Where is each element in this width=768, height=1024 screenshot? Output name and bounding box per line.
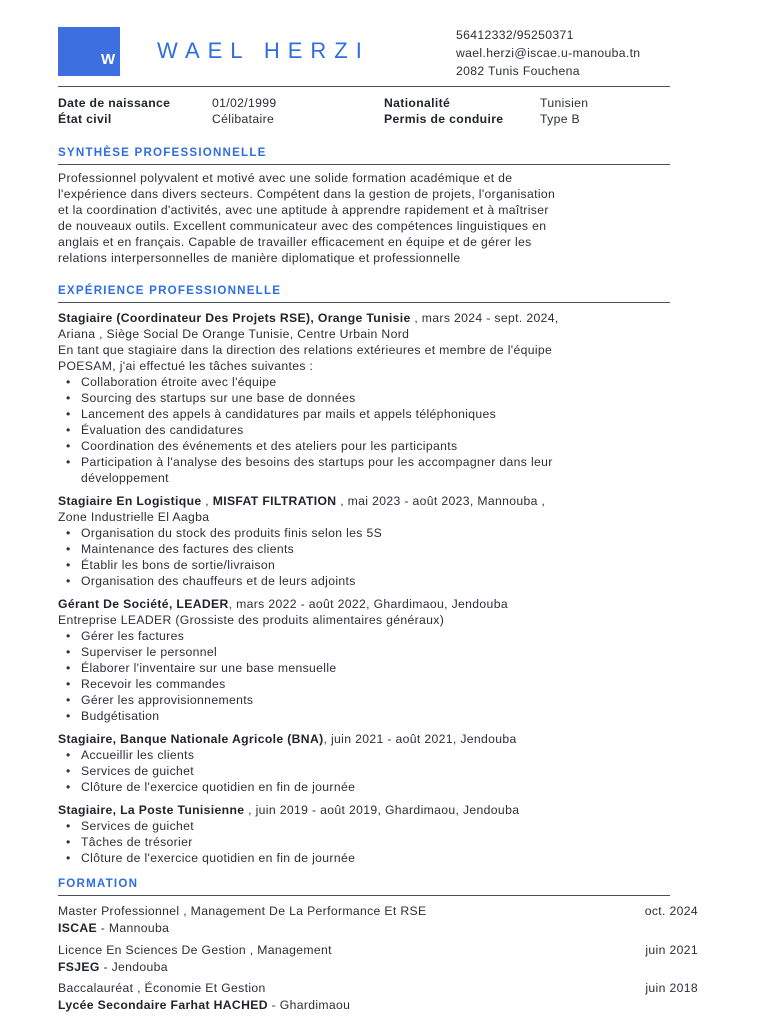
candidate-name: WAEL HERZI bbox=[157, 38, 370, 63]
job-role: Stagiaire bbox=[58, 732, 113, 746]
experience-title: EXPÉRIENCE PROFESSIONNELLE bbox=[58, 284, 282, 297]
job-detail-line: Ariana , Siège Social De Orange Tunisie, Centre Urbain Nord bbox=[58, 327, 410, 341]
experience-heading bbox=[58, 493, 678, 509]
degree: Master Professionnel , Management De La Performance Et RSE bbox=[58, 904, 427, 918]
job-role: Gérant De Société bbox=[58, 597, 169, 611]
summary-line: l'expérience dans divers secteurs. Compétent dans la gestion de projets, l'organisation bbox=[58, 187, 556, 201]
task-item: • Accueillir les clients bbox=[58, 747, 678, 763]
separator: , bbox=[168, 597, 177, 611]
company: Orange Tunisie bbox=[317, 311, 411, 325]
task-list bbox=[58, 818, 678, 866]
task-item: • Services de guichet bbox=[58, 818, 678, 834]
company: La Poste Tunisienne bbox=[120, 803, 245, 817]
school-line bbox=[58, 959, 698, 976]
task-item: • Participation à l'analyse des besoins des startups pour les accompagner dans leur développement bbox=[58, 454, 678, 486]
job-details: , juin 2019 - août 2019, Ghardimaou, Jendouba bbox=[244, 803, 520, 817]
experience-list bbox=[58, 310, 678, 873]
experience-entry bbox=[58, 493, 678, 589]
license-value: Type B bbox=[540, 112, 581, 126]
job-details: , mars 2022 - août 2022, Ghardimaou, Jendouba bbox=[228, 597, 508, 611]
task-item: • Coordination des événements et des ateliers pour les participants bbox=[58, 438, 678, 454]
contact-block bbox=[456, 26, 640, 80]
school-line bbox=[58, 997, 698, 1014]
school-place: - Jendouba bbox=[99, 960, 168, 974]
phone: 56412332/95250371 bbox=[456, 28, 574, 42]
task-item: • Clôture de l'exercice quotidien en fin de journée bbox=[58, 850, 678, 866]
experience-entry bbox=[58, 310, 678, 486]
company: Banque Nationale Agricole (BNA) bbox=[120, 732, 324, 746]
school: Lycée Secondaire Farhat HACHED bbox=[58, 998, 268, 1012]
nationality-label: Nationalité bbox=[384, 96, 451, 110]
education-date: oct. 2024 bbox=[644, 904, 698, 918]
experience-entry bbox=[58, 731, 678, 795]
school: ISCAE bbox=[58, 921, 97, 935]
license-label: Permis de conduire bbox=[384, 112, 504, 126]
task-item: • Gérer les factures bbox=[58, 628, 678, 644]
civil-status-label: État civil bbox=[58, 112, 112, 126]
summary-line: relations interpersonnelles de manière diplomatique et professionnelle bbox=[58, 251, 461, 265]
task-item: • Organisation du stock des produits finis selon les 5S bbox=[58, 525, 678, 541]
company: MISFAT FILTRATION bbox=[212, 494, 337, 508]
summary-line: Professionnel polyvalent et motivé avec une solide formation académique et de bbox=[58, 171, 513, 185]
task-item: • Tâches de trésorier bbox=[58, 834, 678, 850]
education-entry bbox=[58, 980, 698, 1014]
task-item: • Élaborer l'inventaire sur une base mensuelle bbox=[58, 660, 678, 676]
email: wael.herzi@iscae.u-manouba.tn bbox=[456, 46, 641, 60]
degree: Licence En Sciences De Gestion , Management bbox=[58, 943, 332, 957]
experience-entry bbox=[58, 596, 678, 724]
task-item: • Gérer les approvisionnements bbox=[58, 692, 678, 708]
job-details: , mai 2023 - août 2023, Mannouba , bbox=[336, 494, 546, 508]
task-list bbox=[58, 747, 678, 795]
task-item: • Services de guichet bbox=[58, 763, 678, 779]
summary-divider bbox=[58, 164, 670, 165]
separator: , bbox=[310, 311, 318, 325]
school-place: - Mannouba bbox=[97, 921, 170, 935]
nationality-value: Tunisien bbox=[540, 96, 589, 110]
task-item: • Superviser le personnel bbox=[58, 644, 678, 660]
experience-heading bbox=[58, 802, 678, 818]
job-details: , mars 2024 - sept. 2024, bbox=[410, 311, 559, 325]
civil-status-value: Célibataire bbox=[212, 112, 275, 126]
task-item: • Recevoir les commandes bbox=[58, 676, 678, 692]
logo-letter: W bbox=[101, 51, 116, 68]
separator: , bbox=[112, 732, 121, 746]
task-item: • Budgétisation bbox=[58, 708, 678, 724]
company: LEADER bbox=[176, 597, 229, 611]
education-entry bbox=[58, 942, 698, 976]
summary-title: SYNTHÈSE PROFESSIONNELLE bbox=[58, 146, 267, 159]
summary-line: de nouveaux outils. Excellent communicateur avec des compétences linguistiques en bbox=[58, 219, 547, 233]
experience-divider bbox=[58, 302, 670, 303]
task-item: • Sourcing des startups sur une base de données bbox=[58, 390, 678, 406]
summary-line: et la coordination d'activités, avec une aptitude à apprendre rapidement et à maîtriser bbox=[58, 203, 549, 217]
job-detail-line: Entreprise LEADER (Grossiste des produits alimentaires généraux) bbox=[58, 613, 445, 627]
summary-text bbox=[58, 170, 678, 266]
separator: , bbox=[112, 803, 121, 817]
job-role: Stagiaire (Coordinateur Des Projets RSE) bbox=[58, 311, 311, 325]
school-place: - Ghardimaou bbox=[267, 998, 351, 1012]
job-detail-line: Zone Industrielle El Aagba bbox=[58, 510, 210, 524]
address: 2082 Tunis Fouchena bbox=[456, 64, 580, 78]
education-title: FORMATION bbox=[58, 877, 139, 890]
logo-box bbox=[58, 27, 120, 76]
task-item: • Établir les bons de sortie/livraison bbox=[58, 557, 678, 573]
task-item: • Évaluation des candidatures bbox=[58, 422, 678, 438]
job-detail-line: POESAM, j'ai effectué les tâches suivantes : bbox=[58, 359, 314, 373]
task-list bbox=[58, 525, 678, 589]
task-list bbox=[58, 628, 678, 724]
summary-line: anglais et en français. Capable de travailler efficacement en équipe et de gérer les bbox=[58, 235, 532, 249]
task-item: • Lancement des appels à candidatures par mails et appels téléphoniques bbox=[58, 406, 678, 422]
experience-heading bbox=[58, 731, 678, 747]
school: FSJEG bbox=[58, 960, 100, 974]
education-divider bbox=[58, 895, 670, 896]
job-detail-line: En tant que stagiaire dans la direction des relations extérieures et membre de l'équipe bbox=[58, 343, 553, 357]
task-list bbox=[58, 374, 678, 486]
experience-entry bbox=[58, 802, 678, 866]
header-divider bbox=[58, 86, 670, 87]
education-entry bbox=[58, 903, 698, 937]
education-date: juin 2021 bbox=[645, 943, 698, 957]
job-role: Stagiaire En Logistique bbox=[58, 494, 202, 508]
degree: Baccalauréat , Économie Et Gestion bbox=[58, 981, 266, 995]
task-item: • Maintenance des factures des clients bbox=[58, 541, 678, 557]
task-item: • Collaboration étroite avec l'équipe bbox=[58, 374, 678, 390]
job-role: Stagiaire bbox=[58, 803, 113, 817]
task-item: • Clôture de l'exercice quotidien en fin de journée bbox=[58, 779, 678, 795]
experience-heading bbox=[58, 310, 678, 326]
separator: , bbox=[201, 494, 213, 508]
experience-heading bbox=[58, 596, 678, 612]
school-line bbox=[58, 920, 698, 937]
task-item: • Organisation des chauffeurs et de leurs adjoints bbox=[58, 573, 678, 589]
education-date: juin 2018 bbox=[645, 981, 698, 995]
job-details: , juin 2021 - août 2021, Jendouba bbox=[323, 732, 517, 746]
birth-value: 01/02/1999 bbox=[212, 96, 277, 110]
birth-label: Date de naissance bbox=[58, 96, 171, 110]
